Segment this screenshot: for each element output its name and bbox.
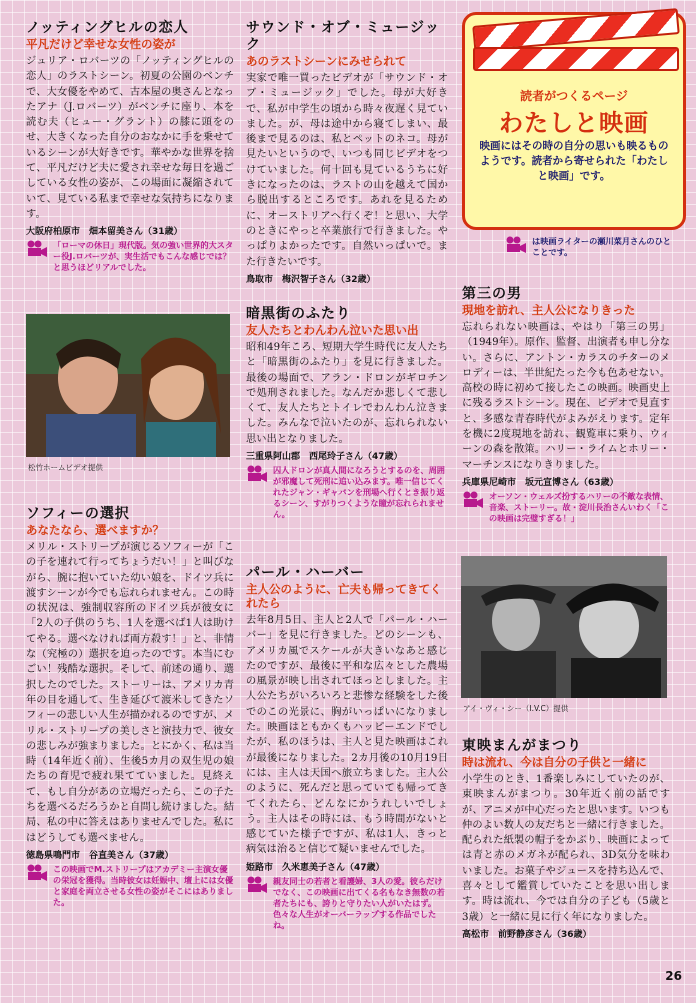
photo-caption: アイ・ヴィ・シー（I.V.C）提供 <box>463 704 569 713</box>
feature-title: わたしと映画 <box>499 109 649 137</box>
article-author: 姫路市 久米恵美子さん（47歳） <box>246 862 385 873</box>
photo-third-man <box>461 556 667 698</box>
editor-note <box>246 465 448 520</box>
article-subtitle: 主人公のように、亡夫も帰ってきてくれたら <box>246 582 442 610</box>
editor-note <box>26 864 234 908</box>
article-title: 東映まんがまつり <box>462 738 582 754</box>
movie-camera-icon <box>26 240 48 258</box>
movie-camera-icon <box>505 236 527 254</box>
article-title: ノッティングヒルの恋人 <box>26 20 189 36</box>
article-body: 去年8月5日、主人と2人で「パール・ハーバー」を見に行きました。どのシーンも、アメリカ風でスケールが大きいなあと感じたのですが、最後に平和な広々とした農場の風景が映し出されてほっとしました。主人公たちがいろいろと悲惨な経験をした後でのこの光景に、胸がいっぱいになりました。映画はともかくもハッピーエンドでしたが、私のほうは、主人と見た映画はこれが最後になりました。2カ月後の10月19日には、主人は天国へ旅立ちました。主人公のように、死んだと思っていても帰ってきてくれたら、どんなにかうれしいでしょう。主人はその時には、もう時間がないと感じていた様子ですが、私は1人、きっと病気は治ると信じて疑いませんでした。 <box>246 615 448 856</box>
clapperboard-top <box>472 8 679 52</box>
movie-camera-icon <box>26 864 48 882</box>
note-text: この映画でM.ストリープはアカデミー主演女優の栄冠を獲得。当時彼女は妊娠中、壇上には女優と家庭を両立させる女性の姿がそこにはありました。 <box>53 863 234 907</box>
article-author: 三重県阿山郡 西尾玲子さん（47歳） <box>246 452 403 463</box>
article-author: 大阪府柏原市 畑本留美さん（31歳） <box>26 227 183 238</box>
clapperboard-bar <box>473 47 679 71</box>
feature-title-box <box>462 12 686 230</box>
page-number: 26 <box>665 969 682 983</box>
note-text: 親友同士の若者と看護婦、3人の愛。彼らだけでなく、この映画に出てくる名もなき無数の若者たちにも、誇りと守りたい人がいたはず。色々な人生がオーバーラップする作品でしたね。 <box>273 875 445 930</box>
editor-note <box>26 240 234 273</box>
article-pearl-harbor <box>246 565 448 931</box>
article-body: 昭和49年ころ、短期大学生時代に友人たちと「暗黒街のふたり」を見に行きました。最後の場面で、アラン・ドロンがギロチンで処刑されました。なんだか悲しくて悲しくて、友人たちとトイレでわんわん泣きました。みんなで泣いたのが、忘れられない思い出となりました。 <box>246 342 448 445</box>
article-author: 高松市 前野静彦さん（36歳） <box>462 929 592 940</box>
article-subtitle: 平凡だけど幸せな女性の姿が <box>26 37 176 51</box>
editor-note <box>246 876 448 931</box>
article-author: 鳥取市 梅沢智子さん（32歳） <box>246 274 376 285</box>
article-author: 徳島県鳴門市 谷直美さん（37歳） <box>26 850 174 861</box>
article-body: 忘れられない映画は、やはり「第三の男」（1949年）。原作、監督、出演者も申し分ない。さらに、アントン・カラスのチターのメロディーは、半世紀たった今も色あせない。高校の時に初めて接したこの映画。映画史上に残るラストシーン。現在、ビデオで見直すと、多感な青春時代がよみがえります。定年を機に2度現地を訪れ、観覧車に乗り、ウィーンの森を散策。ハリー・ライムとホリー・マーチンスになりきりました。 <box>462 322 670 471</box>
article-subtitle: 友人たちとわんわん泣いた思い出 <box>246 323 419 337</box>
article-toei-manga <box>462 738 670 940</box>
legend-note <box>505 236 675 258</box>
article-subtitle: あのラストシーンにみせられて <box>246 54 407 68</box>
article-sophies-choice <box>26 506 234 908</box>
movie-camera-icon <box>462 491 484 509</box>
article-third-man <box>462 286 670 524</box>
article-subtitle: 時は流れ、今は自分の子供と一緒に <box>462 755 647 769</box>
legend-text: は映画ライターの瀬川菜月さんのひとことです。 <box>532 236 671 257</box>
article-body: 実家で唯一買ったビデオが「サウンド・オブ・ミュージック」でした。母が大好きで、私が中学生の頃から時々夜遅く見ていました。が、母は途中から寝てしまい、最後まで見るのは、私とペットのネコ。母が見たいというので、いつも同じビデオをつけていました。何十回も見ているうちに好きになったのは、ラストの山を越えて国から脱出するところです。あれを見るために、オーストリアへ行くぞ！と思い、大学のときにやっと卒業旅行で行きました。やっぱりよかったです。自然いっぱいで。また行きたいです。 <box>246 73 448 268</box>
article-title: ソフィーの選択 <box>26 506 130 522</box>
photo-caption: 松竹ホームビデオ提供 <box>28 463 103 472</box>
editor-note <box>462 491 670 524</box>
article-body: 小学生のとき、1番楽しみにしていたのが、東映まんがまつり。30年近く前の話ですが、アニメが中心だったと思います。いつも仲のよい数人の友だちと一緒に行きました。配られた紙製の帽子をかぶり、映画によっては青と赤のメガネが配られ、3D気分を味わいました。お菓子やジュースを持ち込んで、喜々として鑑賞していたことを思い出します。時は流れ、今では自分の子ども（5歳と3歳）と一緒に見に行く年になりました。 <box>462 774 670 923</box>
article-body: ジュリア・ロバーツの「ノッティングヒルの恋人」のラストシーン。初夏の公園のベンチで、大女優をやめて、古本屋の奥さんとなったアナ（J.ロバーツ）がベンチに座り、本を読む夫（ヒュー・グラント）の膝に頭をのせ、大きくなった自分のおなかに手を乗せているシーンが大好きです。華やかな世界を捨て、平凡だけど夫に愛され幸せな毎日を過ごしている女性の姿が、この場面に凝縮されていて、見ている私まで幸せな気持ちになります。 <box>26 56 234 220</box>
article-body: メリル・ストリープが演じるソフィーが「この子を連れて行ってちょうだい！」と叫びながら、腕に抱いていた幼い娘を、ドイツ兵に渡すシーンが今でも忘れられません。この時の状況は、強制収容所のドイツ兵が彼女に「2人の子供のうち、1人を選べば1人は助けてやる。選べなければ両方殺す！」と、非情な（究極の）選択を迫ったのです。本当にむごい！残酷な選択。そして、前述の通り、選択したのでした。ストーリーは、アメリカ青年の目を通して、生き延びて渡米してきたソフィーの悲しい人生が描かれるのですが、メリル・ストリープの美しさと演技力で、彼女の悲しみが強まりました。とにかく、私は当時（14年近く前）、生後5カ月の双生児の娘たちの育児で疲れ果てていました。見終えて、もし自分があの立場だったら、この子たちを選べるだろうかと自問し続けました。結局、私の中に答えはありませんでした。私にはどうしても選べません。 <box>26 542 234 844</box>
article-title: パール・ハーバー <box>246 565 366 581</box>
article-title: 第三の男 <box>462 286 522 302</box>
article-subtitle: あなたなら、選べますか？ <box>26 523 164 537</box>
feature-description: 映画にはその時の自分の思いも映るものようです。読者から寄せられた「わたしと映画」です。 <box>479 140 669 182</box>
movie-camera-icon <box>246 876 268 894</box>
note-text: 囚人ドロンが真人間になろうとするのを、周囲が邪魔して死刑に追い込みます。唯一信じてくれたジャン・ギャバンを刑場へ行くとき振り返るシーン、すがりつくような瞳が忘れられません。 <box>273 465 445 520</box>
photo-notting-hill <box>26 314 230 457</box>
article-sound-of-music <box>246 20 448 285</box>
article-author: 兵庫県尼崎市 坂元宣博さん（63歳） <box>462 477 619 488</box>
article-title: サウンド・オブ・ミュージック <box>246 20 441 53</box>
note-text: 「ローマの休日」現代版。気の強い世界的大スター役J.ロバーツが、実生活でもこんな感じでは？と思うほどリアルでした。 <box>53 240 234 273</box>
note-text: オーソン・ウェルズ扮するハリーの不敵な表情、音楽、ストーリー。故・淀川長治さんいわく「この映画は完璧すぎる！」 <box>489 490 669 523</box>
article-notting-hill <box>26 20 234 273</box>
article-title: 暗黒街のふたり <box>246 306 351 322</box>
article-two-men-in-town <box>246 306 448 520</box>
movie-camera-icon <box>246 465 268 483</box>
article-subtitle: 現地を訪れ、主人公になりきった <box>462 303 636 317</box>
feature-kicker: 読者がつくるページ <box>520 89 628 103</box>
